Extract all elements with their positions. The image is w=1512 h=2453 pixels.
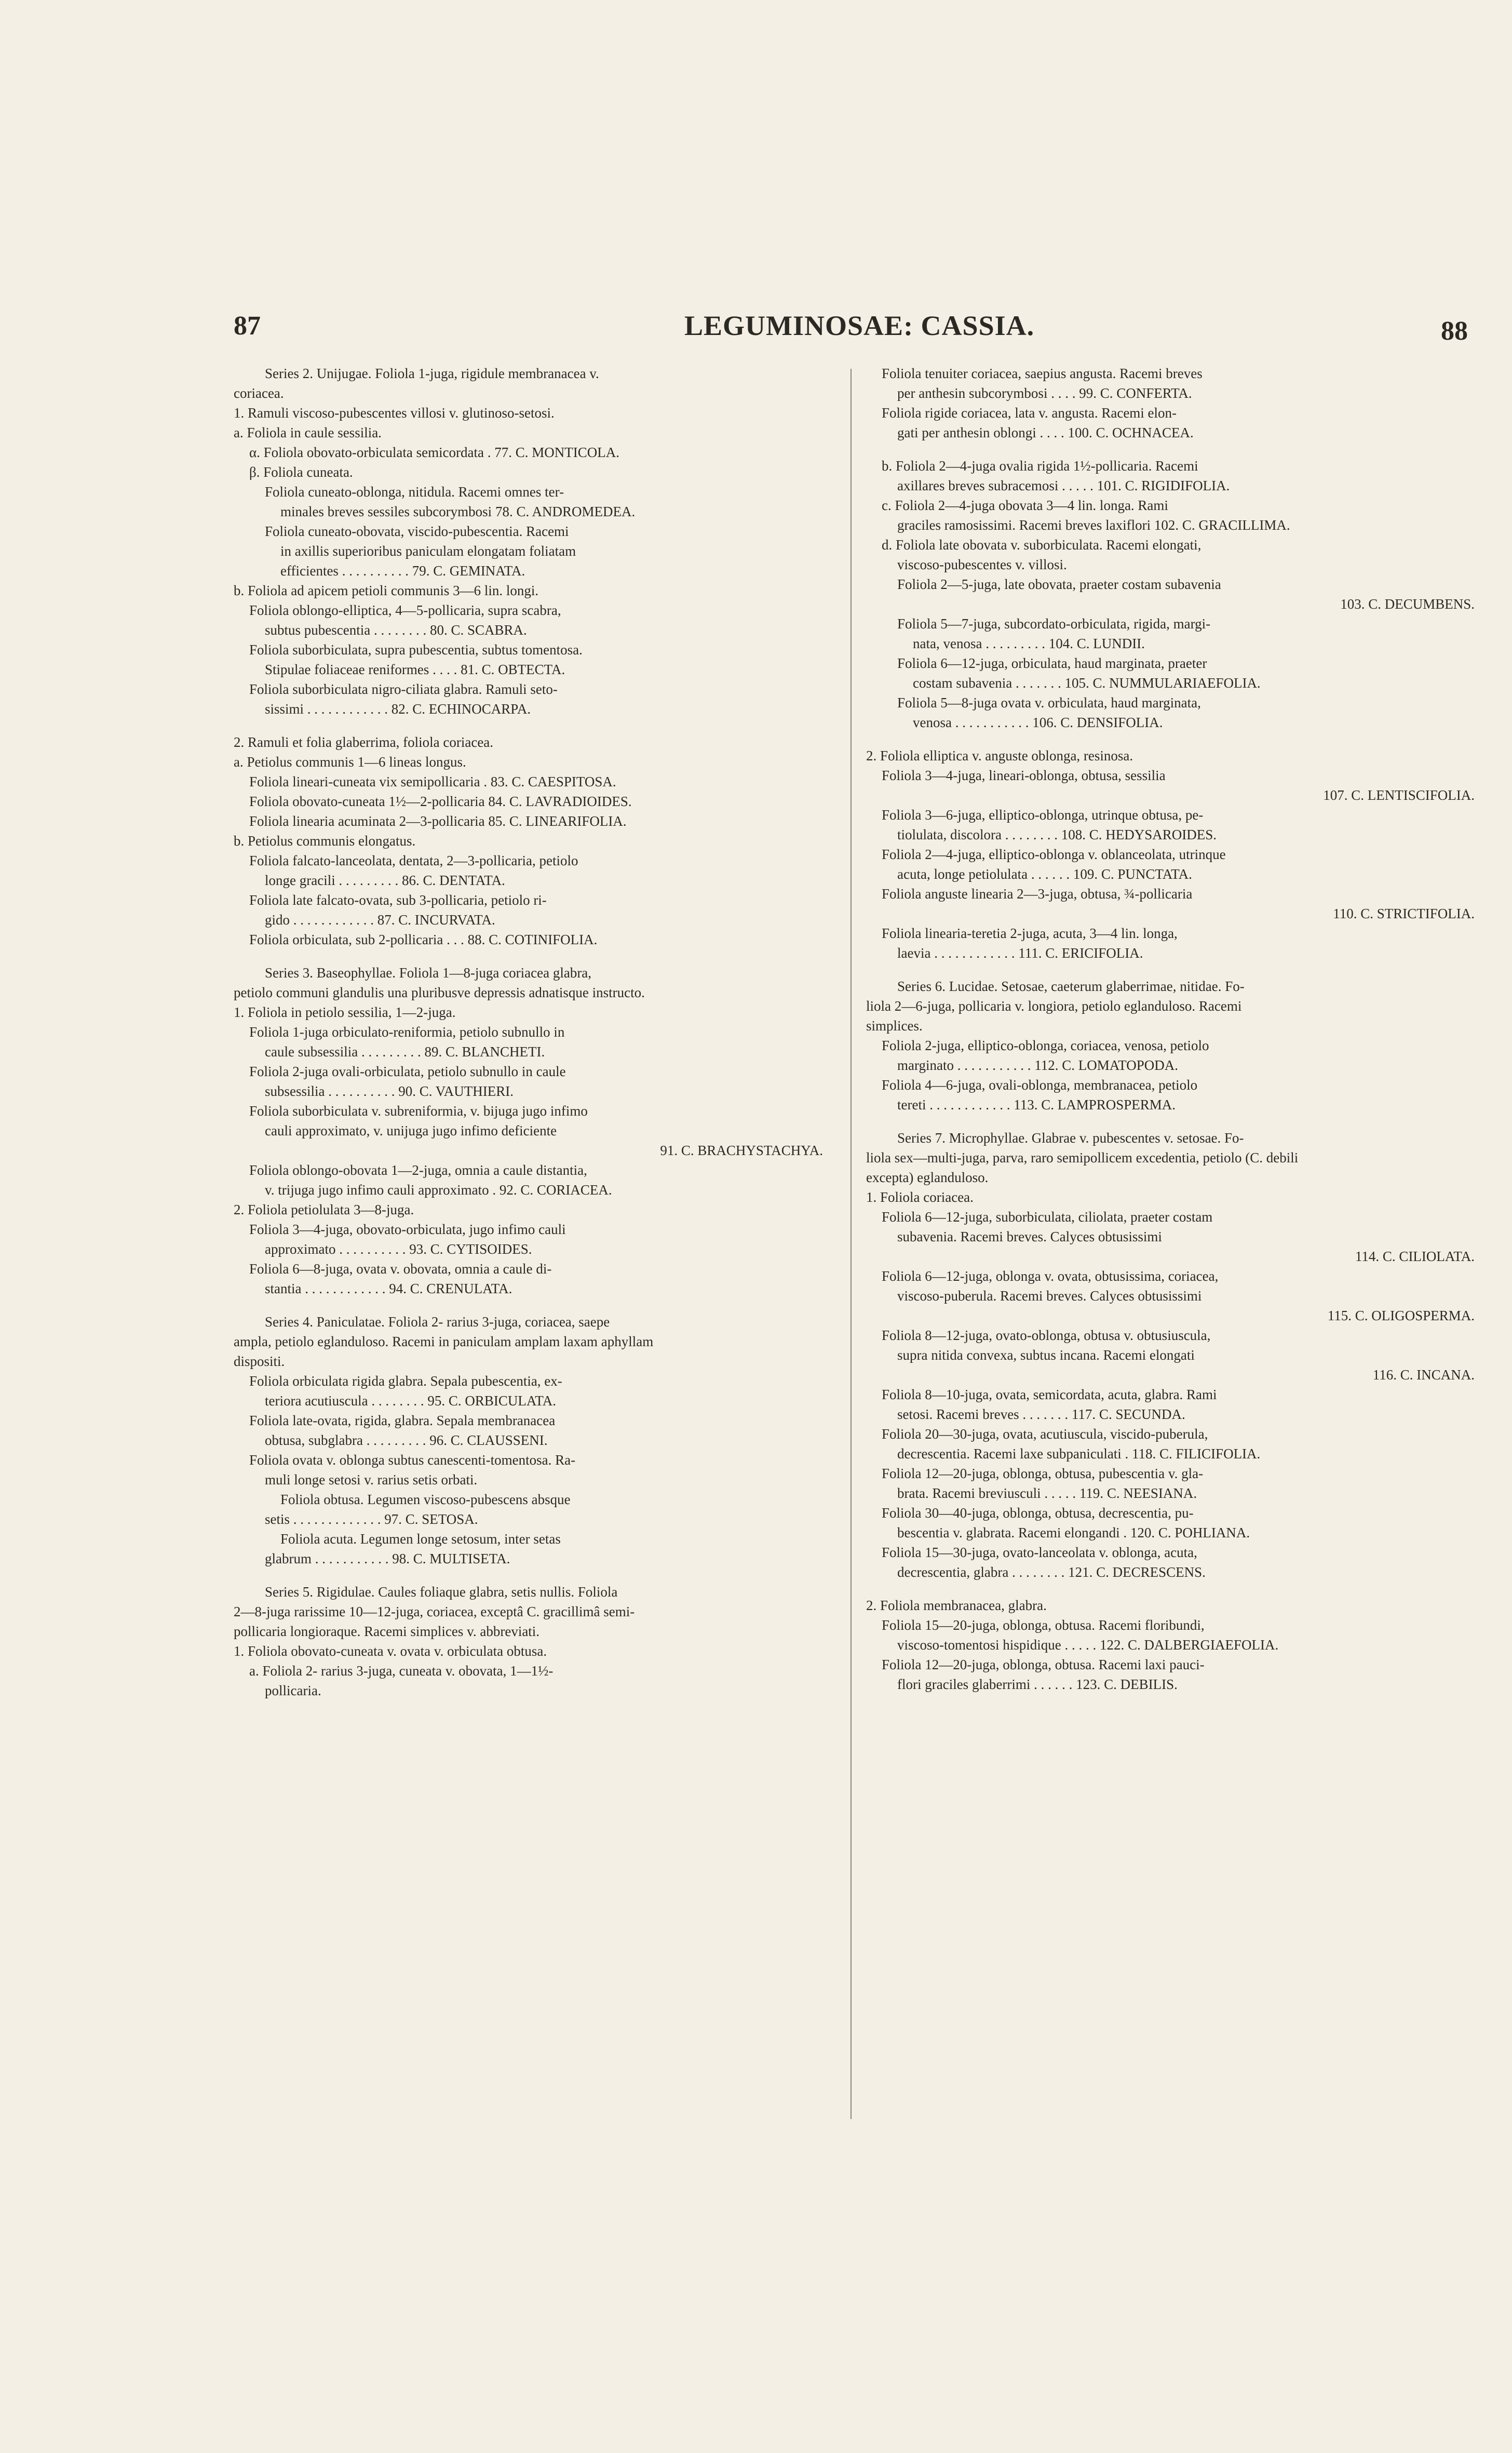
text-line: Foliola 4—6-juga, ovali-oblonga, membranacea, petiolo	[882, 1077, 1198, 1093]
text-line: Foliola tenuiter coriacea, saepius angusta. Racemi breves	[882, 366, 1203, 381]
text-line: gido . . . . . . . . . . . . 87. C. INCURVATA.	[265, 912, 495, 928]
text-line: longe gracili . . . . . . . . . 86. C. DENTATA.	[265, 873, 505, 888]
text-line: tereti . . . . . . . . . . . . 113. C. LAMPROSPERMA.	[897, 1097, 1176, 1112]
spacer	[234, 949, 823, 963]
text-line: graciles ramosissimi. Racemi breves laxiflori 102. C. GRACILLIMA.	[897, 517, 1290, 533]
page-number-right: 88	[1441, 316, 1468, 346]
text-line: 2. Foliola petiolulata 3—8-juga.	[234, 1202, 414, 1217]
spacer	[234, 1298, 823, 1312]
text-line: Foliola anguste linearia 2—3-juga, obtusa, ¾-pollicaria	[882, 886, 1193, 902]
text-line: Foliola 5—8-juga ovata v. orbiculata, haud marginata,	[897, 695, 1201, 711]
text-line: Foliola 3—4-juga, lineari-oblonga, obtusa, sessilia	[882, 768, 1166, 783]
text-line: stantia . . . . . . . . . . . . 94. C. CRENULATA.	[265, 1281, 512, 1296]
spacer	[234, 719, 823, 732]
text-line: Series 7. Microphyllae. Glabrae v. pubescentes v. setosae. Fo-	[897, 1130, 1244, 1146]
text-line: Foliola lineari-cuneata vix semipollicaria . 83. C. CAESPITOSA.	[249, 774, 616, 789]
text-line: liola sex—multi-juga, parva, raro semipollicem excedentia, petiolo (C. debili	[866, 1150, 1299, 1165]
text-line: Foliola acuta. Legumen longe setosum, inter setas	[280, 1531, 561, 1547]
text-line: pollicaria.	[265, 1683, 321, 1698]
text-line: Foliola rigide coriacea, lata v. angusta. Racemi elon-	[882, 405, 1177, 421]
text-line: Foliola 2-juga ovali-orbiculata, petiolo subnullo in caule	[249, 1064, 566, 1079]
text-line: Foliola suborbiculata v. subreniformia, v. bijuga jugo infimo	[249, 1103, 588, 1119]
text-line: Foliola cuneato-obovata, viscido-pubescentia. Racemi	[265, 524, 569, 539]
text-line: 91. C. BRACHYSTACHYA.	[660, 1143, 823, 1158]
text-line: brata. Racemi breviusculi . . . . . 119. C. NEESIANA.	[897, 1485, 1197, 1501]
text-line: viscoso-puberula. Racemi breves. Calyces obtusissimi	[897, 1288, 1202, 1304]
text-line: 1. Ramuli viscoso-pubescentes villosi v. glutinoso-setosi.	[234, 405, 555, 421]
text-line: Foliola 8—12-juga, ovato-oblonga, obtusa v. obtusiuscula,	[882, 1328, 1211, 1343]
text-line: Foliola 1-juga orbiculato-reniformia, petiolo subnullo in	[249, 1024, 565, 1040]
text-line: Foliola suborbiculata nigro-ciliata glabra. Ramuli seto-	[249, 681, 558, 697]
text-line: c. Foliola 2—4-juga obovata 3—4 lin. longa. Rami	[882, 498, 1168, 513]
text-line: axillares breves subracemosi . . . . . 101. C. RIGIDIFOLIA.	[897, 478, 1230, 493]
text-line: muli longe setosi v. rarius setis orbati.	[265, 1472, 478, 1487]
text-line: Series 2. Unijugae. Foliola 1-juga, rigidule membranacea v.	[265, 366, 599, 381]
text-line: 110. C. STRICTIFOLIA.	[1333, 906, 1475, 921]
text-line: supra nitida convexa, subtus incana. Racemi elongati	[897, 1347, 1195, 1363]
text-line: b. Petiolus communis elongatus.	[234, 833, 416, 849]
spacer	[866, 1582, 1475, 1596]
text-line: Foliola 8—10-juga, ovata, semicordata, acuta, glabra. Rami	[882, 1387, 1217, 1402]
text-line: v. trijuga jugo infimo cauli approximato . 92. C. CORIACEA.	[265, 1182, 612, 1198]
text-line: Foliola obtusa. Legumen viscoso-pubescens absque	[280, 1492, 571, 1507]
page-number-left: 87	[234, 311, 261, 341]
text-line: per anthesin subcorymbosi . . . . 99. C. CONFERTA.	[897, 385, 1192, 401]
text-line: Series 4. Paniculatae. Foliola 2- rarius 3-juga, coriacea, saepe	[265, 1314, 610, 1330]
text-line: teriora acutiuscula . . . . . . . . 95. C. ORBICULATA.	[265, 1393, 557, 1409]
text-line: Foliola 2-juga, elliptico-oblonga, coriacea, venosa, petiolo	[882, 1038, 1209, 1053]
text-line: viscoso-pubescentes v. villosi.	[897, 557, 1067, 572]
text-line: laevia . . . . . . . . . . . . 111. C. ERICIFOLIA.	[897, 945, 1143, 961]
text-line: β. Foliola cuneata.	[249, 464, 353, 480]
text-line: Foliola falcato-lanceolata, dentata, 2—3-pollicaria, petiolo	[249, 853, 578, 868]
text-line: Foliola oblongo-elliptica, 4—5-pollicaria, supra scabra,	[249, 602, 561, 618]
text-line: simplices.	[866, 1018, 923, 1034]
text-line: Foliola 30—40-juga, oblonga, obtusa, decrescentia, pu-	[882, 1505, 1194, 1521]
spacer	[866, 1115, 1475, 1128]
text-line: Foliola orbiculata rigida glabra. Sepala pubescentia, ex-	[249, 1373, 562, 1389]
text-line: Foliola 3—4-juga, obovato-orbiculata, jugo infimo cauli	[249, 1222, 566, 1237]
text-line: subtus pubescentia . . . . . . . . 80. C. SCABRA.	[265, 622, 527, 638]
text-line: Foliola 6—12-juga, oblonga v. ovata, obtusissima, coriacea,	[882, 1268, 1219, 1284]
text-line: in axillis superioribus paniculam elongatam foliatam	[280, 543, 576, 559]
text-line: costam subavenia . . . . . . . 105. C. NUMMULARIAEFOLIA.	[913, 675, 1261, 691]
text-line: dispositi.	[234, 1353, 285, 1369]
text-line: 114. C. CILIOLATA.	[1355, 1249, 1475, 1264]
text-line: Foliola oblongo-obovata 1—2-juga, omnia a caule distantia,	[249, 1162, 587, 1178]
text-line: viscoso-tomentosi hispidique . . . . . 122. C. DALBERGIAEFOLIA.	[897, 1637, 1279, 1653]
text-line: Foliola 6—12-juga, orbiculata, haud marginata, praeter	[897, 655, 1207, 671]
right-text-column	[866, 364, 1475, 1694]
text-line: Foliola 2—5-juga, late obovata, praeter costam subavenia	[897, 577, 1221, 592]
text-line: subavenia. Racemi breves. Calyces obtusissimi	[897, 1229, 1162, 1244]
text-line: gati per anthesin oblongi . . . . 100. C. OCHNACEA.	[897, 425, 1194, 440]
running-head-title: LEGUMINOSAE: CASSIA.	[684, 310, 1035, 341]
text-line: efficientes . . . . . . . . . . 79. C. GEMINATA.	[280, 563, 525, 579]
text-line: b. Foliola 2—4-juga ovalia rigida 1½-pollicaria. Racemi	[882, 458, 1198, 474]
spacer	[866, 963, 1475, 976]
text-line: Foliola 6—8-juga, ovata v. obovata, omnia a caule di-	[249, 1261, 552, 1277]
text-line: Series 6. Lucidae. Setosae, caeterum glaberrimae, nitidae. Fo-	[897, 978, 1245, 994]
spacer	[234, 1569, 823, 1582]
text-line: Foliola ovata v. oblonga subtus canescenti-tomentosa. Ra-	[249, 1452, 576, 1468]
text-line: Series 5. Rigidulae. Caules foliaque glabra, setis nullis. Foliola	[265, 1584, 618, 1600]
text-line: decrescentia. Racemi laxe subpaniculati . 118. C. FILICIFOLIA.	[897, 1446, 1261, 1462]
text-line: pollicaria longioraque. Racemi simplices v. abbreviati.	[234, 1624, 540, 1639]
text-line: setis . . . . . . . . . . . . . 97. C. SETOSA.	[265, 1511, 478, 1527]
left-text-column	[234, 364, 823, 1700]
text-line: coriacea.	[234, 385, 284, 401]
text-line: 116. C. INCANA.	[1372, 1367, 1475, 1383]
text-line: Foliola linearia-teretia 2-juga, acuta, 3—4 lin. longa,	[882, 926, 1178, 941]
text-line: Foliola 12—20-juga, oblonga, obtusa, pubescentia v. gla-	[882, 1466, 1204, 1481]
page-header	[0, 0, 1512, 68]
text-line: α. Foliola obovato-orbiculata semicordata . 77. C. MONTICOLA.	[249, 445, 620, 460]
text-line: glabrum . . . . . . . . . . . 98. C. MULTISETA.	[265, 1551, 510, 1566]
text-line: Foliola linearia acuminata 2—3-pollicaria 85. C. LINEARIFOLIA.	[249, 813, 627, 829]
text-line: Foliola 5—7-juga, subcordato-orbiculata, rigida, margi-	[897, 616, 1211, 632]
spacer	[866, 443, 1475, 456]
text-line: flori graciles glaberrimi . . . . . . 123. C. DEBILIS.	[897, 1677, 1178, 1692]
text-line: setosi. Racemi breves . . . . . . . 117. C. SECUNDA.	[897, 1406, 1185, 1422]
text-line: Foliola 15—20-juga, oblonga, obtusa. Racemi floribundi,	[882, 1617, 1205, 1633]
text-line: caule subsessilia . . . . . . . . . 89. C. BLANCHETI.	[265, 1044, 545, 1060]
text-line: petiolo communi glandulis una pluribusve depressis adnatisque instructo.	[234, 985, 645, 1000]
text-line: 1. Foliola obovato-cuneata v. ovata v. orbiculata obtusa.	[234, 1643, 547, 1659]
text-line: Stipulae foliaceae reniformes . . . . 81. C. OBTECTA.	[265, 662, 565, 677]
text-line: liola 2—6-juga, pollicaria v. longiora, petiolo eglanduloso. Racemi	[866, 998, 1242, 1014]
text-line: Foliola 20—30-juga, ovata, acutiuscula, viscido-puberula,	[882, 1426, 1208, 1442]
text-line: 1. Foliola in petiolo sessilia, 1—2-juga.	[234, 1004, 456, 1020]
spacer	[866, 732, 1475, 746]
text-line: cauli approximato, v. unijuga jugo infimo deficiente	[265, 1123, 557, 1138]
text-line: a. Foliola in caule sessilia.	[234, 425, 382, 440]
text-line: 2. Foliola membranacea, glabra.	[866, 1598, 1047, 1613]
text-line: ampla, petiolo eglanduloso. Racemi in paniculam amplam laxam aphyllam	[234, 1334, 654, 1349]
text-line: excepta) eglanduloso.	[866, 1170, 989, 1185]
text-line: a. Petiolus communis 1—6 lineas longus.	[234, 754, 466, 770]
text-line: Foliola obovato-cuneata 1½—2-pollicaria 84. C. LAVRADIOIDES.	[249, 794, 632, 809]
text-line: venosa . . . . . . . . . . . 106. C. DENSIFOLIA.	[913, 715, 1163, 730]
text-line: minales breves sessiles subcorymbosi 78. C. ANDROMEDEA.	[280, 504, 636, 519]
text-line: Series 3. Baseophyllae. Foliola 1—8-juga coriacea glabra,	[265, 965, 592, 981]
text-line: b. Foliola ad apicem petioli communis 3—6 lin. longi.	[234, 583, 539, 598]
column-divider	[851, 369, 852, 2119]
text-line: 2. Foliola elliptica v. anguste oblonga, resinosa.	[866, 748, 1133, 763]
text-line: bescentia v. glabrata. Racemi elongandi . 120. C. POHLIANA.	[897, 1525, 1250, 1540]
text-line: Foliola cuneato-oblonga, nitidula. Racemi omnes ter-	[265, 484, 564, 500]
text-line: 115. C. OLIGOSPERMA.	[1327, 1308, 1475, 1323]
text-line: marginato . . . . . . . . . . . 112. C. LOMATOPODA.	[897, 1057, 1179, 1073]
text-line: 103. C. DECUMBENS.	[1340, 596, 1475, 612]
text-line: Foliola 2—4-juga, elliptico-oblonga v. oblanceolata, utrinque	[882, 847, 1226, 862]
text-line: 2. Ramuli et folia glaberrima, foliola coriacea.	[234, 734, 494, 750]
text-line: sissimi . . . . . . . . . . . . 82. C. ECHINOCARPA.	[265, 701, 531, 717]
text-line: 2—8-juga rarissime 10—12-juga, coriacea, exceptâ C. gracillimâ semi-	[234, 1604, 635, 1619]
text-line: Foliola 6—12-juga, suborbiculata, ciliolata, praeter costam	[882, 1209, 1213, 1225]
text-line: Foliola orbiculata, sub 2-pollicaria . . . 88. C. COTINIFOLIA.	[249, 932, 598, 947]
text-line: Foliola late falcato-ovata, sub 3-pollicaria, petiolo ri-	[249, 892, 547, 908]
text-line: approximato . . . . . . . . . . 93. C. CYTISOIDES.	[265, 1241, 532, 1257]
text-line: a. Foliola 2- rarius 3-juga, cuneata v. obovata, 1—1½-	[249, 1663, 554, 1679]
text-line: nata, venosa . . . . . . . . . 104. C. LUNDII.	[913, 636, 1145, 651]
text-line: Foliola 12—20-juga, oblonga, obtusa. Racemi laxi pauci-	[882, 1657, 1205, 1672]
text-line: obtusa, subglabra . . . . . . . . . 96. C. CLAUSSENI.	[265, 1432, 548, 1448]
text-line: Foliola late-ovata, rigida, glabra. Sepala membranacea	[249, 1413, 556, 1428]
text-line: Foliola 3—6-juga, elliptico-oblonga, utrinque obtusa, pe-	[882, 807, 1204, 823]
text-line: tiolulata, discolora . . . . . . . . 108. C. HEDYSAROIDES.	[897, 827, 1217, 842]
text-line: subsessilia . . . . . . . . . . 90. C. VAUTHIERI.	[265, 1083, 514, 1099]
text-line: 107. C. LENTISCIFOLIA.	[1323, 787, 1475, 803]
text-line: decrescentia, glabra . . . . . . . . 121. C. DECRESCENS.	[897, 1564, 1206, 1580]
text-line: acuta, longe petiolulata . . . . . . 109. C. PUNCTATA.	[897, 866, 1192, 882]
text-line: 1. Foliola coriacea.	[866, 1189, 974, 1205]
text-line: Foliola 15—30-juga, ovato-lanceolata v. oblonga, acuta,	[882, 1545, 1197, 1560]
text-line: Foliola suborbiculata, supra pubescentia, subtus tomentosa.	[249, 642, 583, 658]
text-line: d. Foliola late obovata v. suborbiculata. Racemi elongati,	[882, 537, 1202, 553]
